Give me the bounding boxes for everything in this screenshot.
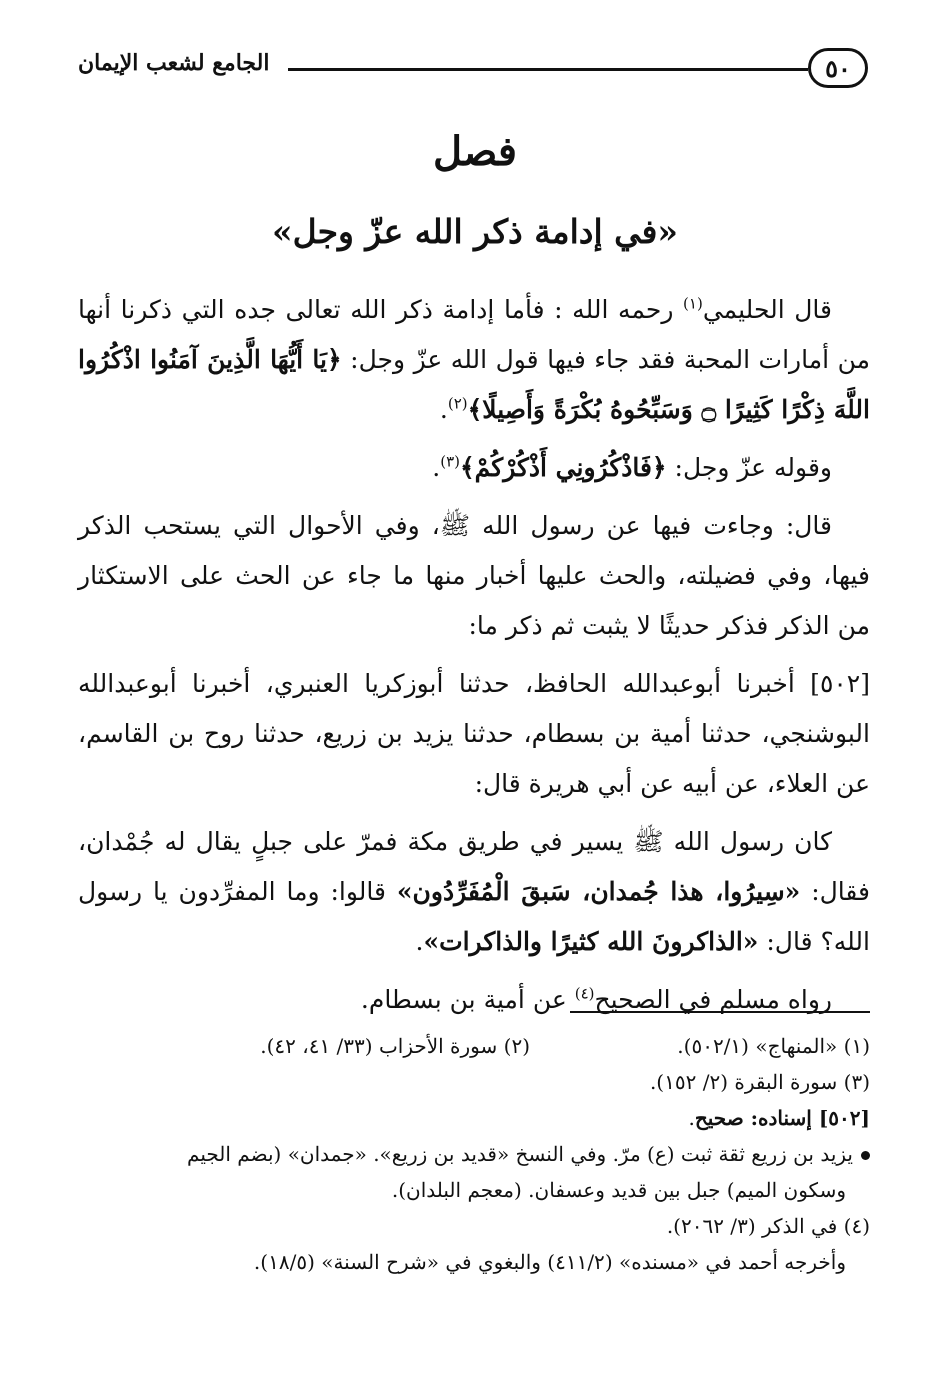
- footnote-ref: (٤): [574, 984, 595, 1003]
- section-subtitle: «في إدامة ذكر الله عزّ وجل»: [271, 212, 679, 251]
- footnote-rule: [570, 1011, 870, 1013]
- page-header: [78, 46, 868, 96]
- paragraph-6: [78, 975, 870, 1025]
- bullet-icon: [861, 1151, 870, 1160]
- text-run: رحمه الله : فأما إدامة ذكر الله تعالى جده التي ذكرنا أنها من أمارات المحبة فقد جاء فيها قول الله عزّ وجل:: [78, 295, 870, 374]
- footnote-ref: (٢): [447, 394, 468, 413]
- paragraph-5: [78, 817, 870, 967]
- text-run: قال الحليمي: [702, 295, 832, 324]
- footnote-1: (١) «المنهاج» (٥٠٢/١).: [677, 1034, 870, 1058]
- book-title: الجامع لشعب الإيمان: [78, 50, 270, 76]
- text-run: رواه مسلم في الصحيح: [594, 985, 832, 1014]
- page-number: ٥٠: [808, 48, 868, 88]
- footnote-502: [78, 1100, 870, 1136]
- paragraph-4: [٥٠٢] أخبرنا أبوعبدالله الحافظ، حدثنا أبوزكريا العنبري، أخبرنا أبوعبدالله البوشنجي، حدثنا أمية بن بسطام، حدثنا يزيد بن زريع، حدثنا روح بن القاسم، عن العلاء، عن أبيه عن أبي هريرة قال:: [78, 669, 870, 798]
- header-rule: [288, 68, 808, 71]
- text-run: .: [688, 1106, 695, 1130]
- hadith-quote: «سِيرُوا، هذا جُمدان، سَبقَ الْمُفَرِّدُون»: [396, 877, 801, 906]
- quran-verse: ﴿فَاذْكُرُونِي أَذْكُرْكُمْ﴾: [460, 453, 667, 482]
- text-run: يزيد بن زريع ثقة ثبت (ع) مرّ. وفي النسخ «قديد بن زريع». «جمدان» (بضم الجيم: [187, 1142, 853, 1166]
- footnote-ref: (٣): [440, 452, 460, 471]
- footnote-row: [78, 1028, 870, 1064]
- footnote-2: (٢) سورة الأحزاب (٣٣/ ٤١، ٤٢).: [260, 1034, 530, 1058]
- footnote-ref: (١): [683, 294, 703, 313]
- footnote-bullet: [78, 1136, 870, 1172]
- paragraph-2: [78, 443, 870, 493]
- section-title: فصل: [432, 128, 518, 175]
- footnote-bullet-continuation: وسكون الميم) جبل بين قديد وعسفان. (معجم البلدان).: [391, 1178, 846, 1202]
- quran-verse: ﴿يَا أَيُّهَا الَّذِينَ آمَنُوا اذْكُرُوا اللَّهَ ذِكْرًا كَثِيرًا ۝ وَسَبِّحُوهُ بُكْرَةً وَأَصِيلًا﴾: [78, 345, 870, 424]
- text-run: وقوله عزّ وجل:: [666, 453, 832, 482]
- paragraph-3: قال: وجاءت فيها عن رسول الله ﷺ، وفي الأحوال التي يستحب الذكر فيها، وفي فضيلته، والحث عليها أخبار منها ما جاء عن الحث على الاستكثار من الذكر فذكر حديثًا لا يثبت ثم ذكر ما:: [78, 511, 870, 640]
- grading: صحيح: [694, 1106, 744, 1130]
- text-run: عن أمية بن بسطام.: [360, 985, 575, 1014]
- text-run: .: [415, 927, 424, 956]
- footnote-4-extra: وأخرجه أحمد في «مسنده» (٤١١/٢) والبغوي في «شرح السنة» (١٨/٥).: [253, 1250, 846, 1274]
- footnote-label: [٥٠٢] إسناده:: [743, 1106, 870, 1130]
- text-run: .: [432, 453, 441, 482]
- hadith-quote: «الذاكرونَ الله كثيرًا والذاكرات»: [423, 927, 759, 956]
- text-run: كان رسول الله ﷺ يسير في طريق مكة فمرّ على جبلٍ يقال له جُمْدان، فقال:: [78, 827, 870, 906]
- footnote-3: (٣) سورة البقرة (٢/ ١٥٢).: [649, 1070, 870, 1094]
- paragraph-1: [78, 285, 870, 435]
- footnotes: [78, 1028, 870, 1280]
- footnote-4: (٤) في الذكر (٣/ ٢٠٦٢).: [666, 1214, 870, 1238]
- body-text: [78, 285, 870, 1033]
- text-run: قالوا: وما المفرِّدون يا رسول الله؟ قال:: [78, 877, 870, 956]
- text-run: .: [439, 395, 448, 424]
